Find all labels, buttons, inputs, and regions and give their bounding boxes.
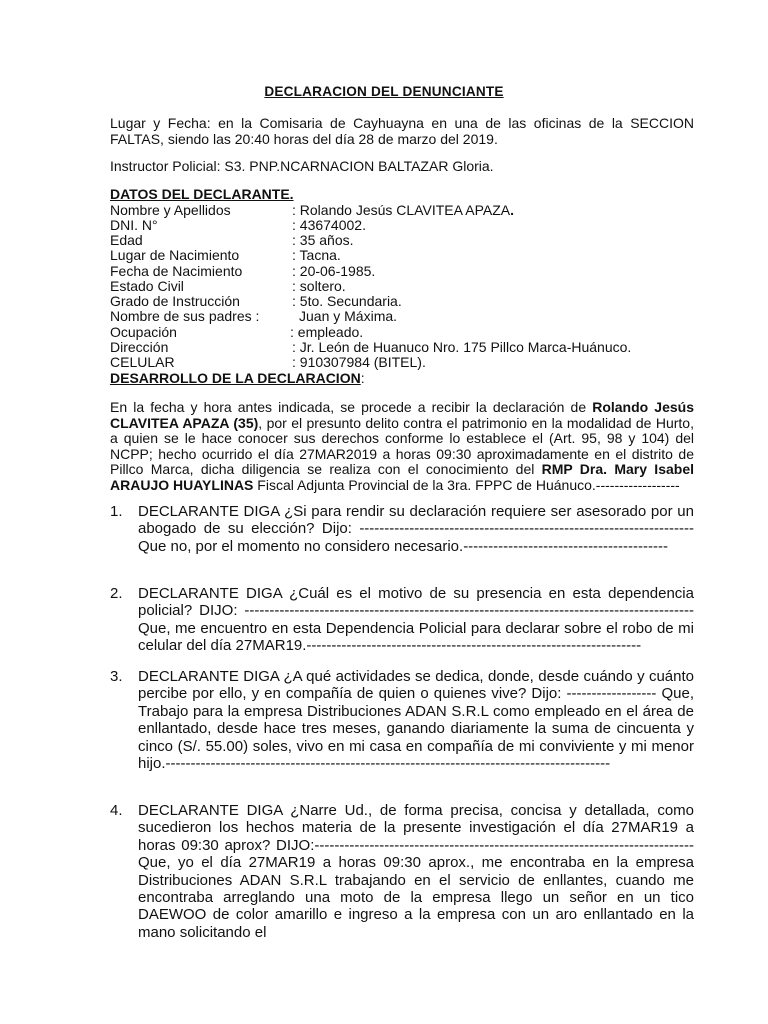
field-value: : 5to. Secundaria. [292, 293, 402, 309]
field-label: CELULAR [110, 354, 175, 370]
field-value: Juan y Máxima. [299, 308, 398, 324]
field-fecha-nacimiento [110, 264, 694, 279]
field-value: : soltero. [292, 278, 346, 294]
field-value: : 43674002. [292, 217, 366, 233]
field-lugar-nacimiento [110, 248, 694, 263]
document-title: DECLARACION DEL DENUNCIANTE [264, 84, 504, 99]
field-label: Edad [110, 232, 143, 248]
field-value: : Jr. León de Huanuco Nro. 175 Pillco Marca-Huánuco. [292, 339, 632, 355]
datos-declarante-heading: DATOS DEL DECLARANTE. [110, 186, 294, 202]
question-number: 1. [110, 503, 123, 520]
field-dni [110, 218, 694, 233]
field-padres [110, 309, 694, 324]
field-label: Nombre y Apellidos [110, 202, 231, 218]
field-value: : 20-06-1985. [292, 263, 376, 279]
field-value: : Tacna. [292, 247, 341, 263]
field-label: Ocupación [110, 324, 177, 340]
question-text: DECLARANTE DIGA ¿Si para rendir su declaración requiere ser asesorado por un abogado de su elección? Dijo: -------------------------------------------------------------------Que no, por el momento no considero necesario.----------------------------------------- [138, 503, 694, 555]
field-value: : empleado. [290, 324, 364, 340]
field-value: : 35 años. [292, 232, 354, 248]
field-label: Nombre de sus padres : [110, 308, 260, 324]
question-item [110, 585, 694, 655]
field-value: : Rolando Jesús CLAVITEA APAZA. [292, 202, 515, 218]
question-number: 3. [110, 668, 123, 685]
field-label: Estado Civil [110, 278, 184, 294]
question-item [110, 668, 694, 772]
field-label: DNI. N° [110, 217, 158, 233]
field-value: : 910307984 (BITEL). [292, 354, 426, 370]
field-celular [110, 355, 694, 370]
question-item [110, 802, 694, 941]
question-number: 2. [110, 585, 123, 602]
lugar-fecha-paragraph: Lugar y Fecha: en la Comisaria de Cayhuayna en una de las oficinas de la SECCION FALTAS, siendo las 20:40 horas del día 28 de marzo del 2019. [110, 115, 694, 147]
field-nombre [110, 203, 694, 218]
desarrollo-heading: DESARROLLO DE LA DECLARACION: [110, 370, 365, 386]
question-item [110, 503, 694, 555]
instructor-line: Instructor Policial: S3. PNP.NCARNACION BALTAZAR Gloria. [110, 158, 494, 174]
field-label: Grado de Instrucción [110, 293, 240, 309]
question-text: DECLARANTE DIGA ¿Cuál es el motivo de su presencia en esta dependencia policial? DIJO: ------------------------------------------------------------------------------------------Que, me encuentro en esta Dependencia Policial para declarar sobre el robo de mi celular del día 27MAR19.------------------------------------------------------------------- [138, 585, 694, 655]
question-text: DECLARANTE DIGA ¿A qué actividades se dedica, donde, desde cuándo y cuánto percibe por ello, y en compañía de quien o quienes vive? Dijo: ------------------ Que, Trabajo para la empresa Distribuciones ADAN S.R.L como empleado en el área de enllantado, desde hace tres meses, ganando diariamente la suma de cincuenta y cinco (S/. 55.00) soles, vivo en mi casa en compañía de mi conviviente y mi menor hijo.----------------------------------------------------------------------------------------- [138, 668, 694, 773]
intro-paragraph: En la fecha y hora antes indicada, se procede a recibir la declaración de Rolando Jesús CLAVITEA APAZA (35), por el presunto delito contra el patrimonio en la modalidad de Hurto, a quien se le hace conocer sus derechos conforme lo establece el (Art. 95, 98 y 104) del NCPP; hecho ocurrido el día 27MAR2019 a horas 09:30 aproximadamente en el distrito de Pillco Marca, dicha diligencia se realiza con el conocimiento del RMP Dra. Mary Isabel ARAUJO HUAYLINAS Fiscal Adjunta Provincial de la 3ra. FPPC de Huánuco.------------------ [110, 399, 694, 493]
field-label: Dirección [110, 339, 169, 355]
question-text: DECLARANTE DIGA ¿Narre Ud., de forma precisa, concisa y detallada, como sucedieron los hechos materia de la presente investigación el día 27MAR19 a horas 09:30 aprox? DIJO:----------------------------------------------------------------------------Que, yo el día 27MAR19 a horas 09:30 aprox., me encontraba en la empresa Distribuciones ADAN S.R.L trabajando en el servicio de enllantes, cuando me encontraba arreglando una moto de la empresa llego un señor en un tico DAEWOO de color amarillo e ingreso a la empresa con un aro enllantado en la mano solicitando el [138, 802, 694, 941]
field-label: Lugar de Nacimiento [110, 247, 240, 263]
question-number: 4. [110, 802, 123, 819]
field-label: Fecha de Nacimiento [110, 263, 243, 279]
